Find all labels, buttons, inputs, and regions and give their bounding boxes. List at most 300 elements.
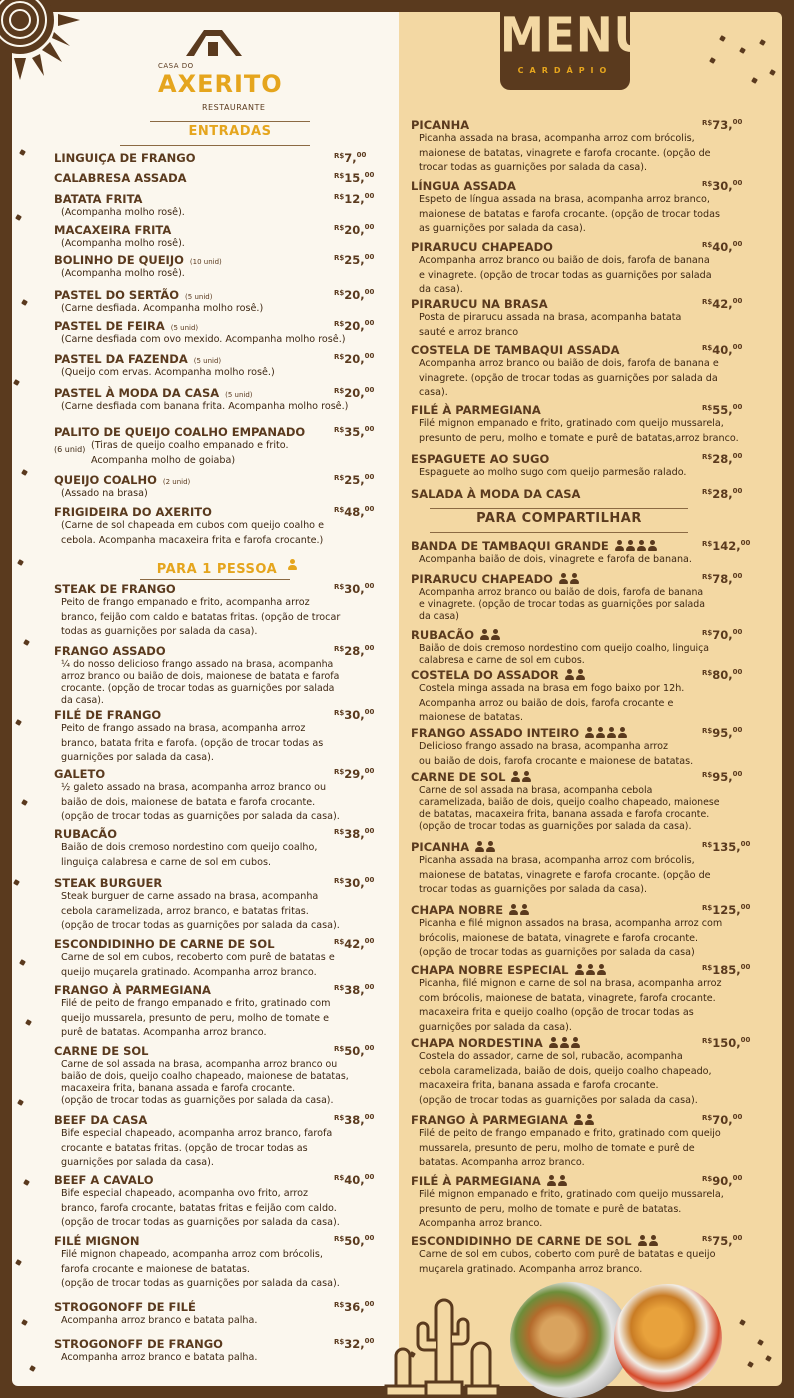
item-description-line: Filé de peito de frango empanado e frito, gratinado com queijo <box>419 1128 721 1139</box>
item-name <box>54 1337 223 1351</box>
serves-people-icon <box>480 629 502 643</box>
serves-people-icon <box>475 841 497 855</box>
price-value: 15, <box>344 171 365 185</box>
item-name <box>411 572 581 587</box>
item-price <box>702 1174 742 1188</box>
item-description <box>419 132 779 176</box>
person-icon <box>585 727 594 738</box>
price-value: 55, <box>712 403 733 417</box>
item-description-line: (Carne de sol chapeada em cubos com queijo coalho e <box>61 520 324 531</box>
item-price <box>702 343 742 357</box>
item-name <box>54 876 162 890</box>
item-price <box>334 1173 374 1187</box>
item-name <box>411 668 587 683</box>
item-description-line: baião de dois, queijo coalho chapeado, maionese de batatas, <box>61 1071 349 1082</box>
item-description <box>61 841 391 870</box>
price-cents: 00 <box>356 151 367 159</box>
price-cents: 00 <box>364 319 375 327</box>
currency-label: R$ <box>334 172 345 180</box>
item-price <box>334 983 374 997</box>
item-quantity: (10 unid) <box>189 258 222 266</box>
bolinho-photo <box>614 1284 722 1392</box>
item-description-line: da casa). <box>61 695 104 706</box>
person-icon <box>596 727 605 738</box>
price-cents: 00 <box>364 937 375 945</box>
price-cents: 00 <box>364 253 375 261</box>
price-value: 73, <box>712 118 733 132</box>
item-description-line: Posta de pirarucu assada na brasa, acompanha batata <box>419 312 682 323</box>
menu-banner <box>500 2 651 90</box>
currency-label: R$ <box>334 1338 345 1346</box>
item-description-line: Espaguete ao molho sugo com queijo parmesão ralado. <box>419 467 687 478</box>
item-description-line: Steak burguer de carne assado na brasa, acompanha <box>61 891 319 902</box>
price-value: 20, <box>344 288 365 302</box>
item-name-text: COSTELA DE TAMBAQUI ASSADA <box>411 343 620 357</box>
item-description <box>61 890 391 934</box>
item-price <box>334 288 374 302</box>
price-cents: 00 <box>740 539 751 547</box>
item-name <box>411 903 531 918</box>
item-name <box>411 240 553 254</box>
item-name <box>54 151 196 165</box>
item-description-line: Filé mignon chapeado, acompanha arroz com brócolis, <box>61 1249 323 1260</box>
item-description-line: Baião de dois cremoso nordestino com queijo coalho, linguiça <box>419 643 710 654</box>
item-description <box>419 1127 779 1171</box>
item-name-text: COSTELA DO ASSADOR <box>411 668 559 682</box>
item-description-line: Costela do assador, carne de sol, rubacão, acompanha <box>419 1051 683 1062</box>
section-title-text: PARA 1 PESSOA <box>156 562 278 577</box>
item-description-line: crocante. (opção de trocar todas as guarnições por salada <box>61 683 335 694</box>
currency-label: R$ <box>702 964 713 972</box>
item-price <box>334 386 374 400</box>
price-value: 50, <box>344 1234 365 1248</box>
item-description <box>61 1127 391 1171</box>
item-description <box>419 740 779 769</box>
price-cents: 00 <box>364 1300 375 1308</box>
item-description <box>61 302 391 317</box>
price-cents: 00 <box>732 297 743 305</box>
item-description <box>61 1351 391 1366</box>
price-cents: 00 <box>364 1113 375 1121</box>
price-value: 30, <box>344 582 365 596</box>
item-description-line: baião de dois, maionese de batata e farofa crocante. <box>61 796 316 808</box>
item-name <box>411 770 533 785</box>
price-value: 30, <box>344 708 365 722</box>
serves-people-icon <box>509 904 531 918</box>
section-title-entradas: ENTRADAS <box>188 124 272 139</box>
item-description-line: ½ galeto assado na brasa, acompanha arroz branco ou <box>61 782 327 793</box>
currency-label: R$ <box>702 1235 713 1243</box>
item-name-text: PIRARUCU CHAPEADO <box>411 572 553 586</box>
item-description-line: (Carne desfiada. Acompanha molho rosê.) <box>61 303 264 314</box>
currency-label: R$ <box>334 320 345 328</box>
item-name <box>411 539 659 554</box>
price-value: 25, <box>344 253 365 267</box>
item-description-line: com brócolis, maionese de batata, vinagrete, farofa crocante. <box>419 992 716 1004</box>
item-description-line: Costela minga assada na brasa em fogo baixo por 12h. <box>419 683 685 694</box>
item-description-line: macaxeira frita, banana assada e farofa crocante. <box>419 1080 659 1092</box>
item-description <box>91 439 391 468</box>
price-value: 36, <box>344 1300 365 1314</box>
item-description-line: Filé mignon empanado e frito, gratinado com queijo mussarela, <box>419 418 724 429</box>
item-description-line: farofa crocante e maionese de batatas. <box>61 1263 250 1275</box>
item-name <box>54 352 221 366</box>
item-description-line: Acompanha baião de dois, vinagrete e farofa de banana. <box>419 554 692 565</box>
item-name-text: CHAPA NOBRE <box>411 903 504 917</box>
item-description <box>419 417 779 446</box>
item-description-line: (opção de trocar todas as guarnições por salada da casa). <box>419 1095 698 1107</box>
item-price <box>334 171 374 185</box>
divider <box>140 579 290 580</box>
item-name-text: FRANGO ASSADO <box>54 644 166 658</box>
item-description <box>419 1188 779 1232</box>
item-name-text: FILÉ DE FRANGO <box>54 708 162 722</box>
price-value: 28, <box>344 644 365 658</box>
item-description-line: macaxeira frita, banana assada e farofa crocante. <box>61 1083 296 1094</box>
item-description <box>419 854 779 898</box>
item-price <box>334 192 374 206</box>
currency-label: R$ <box>334 254 345 262</box>
price-cents: 00 <box>364 1044 375 1052</box>
price-value: 75, <box>712 1234 733 1248</box>
serves-people-icon <box>549 1037 582 1051</box>
item-description-line: guarnições por salada da casa). <box>61 1157 214 1169</box>
item-description-line: casa). <box>419 387 448 399</box>
currency-label: R$ <box>334 768 345 776</box>
item-description <box>61 997 391 1041</box>
price-cents: 00 <box>364 983 375 991</box>
price-cents: 00 <box>732 726 743 734</box>
item-name-text: PASTEL À MODA DA CASA <box>54 386 220 400</box>
price-value: 150, <box>712 1036 741 1050</box>
item-name <box>54 473 190 487</box>
item-description-line: da casa) <box>419 611 459 622</box>
item-description-line: queijo mussarela, presunto de peru, molho de tomate e <box>61 1012 330 1024</box>
item-description <box>419 977 779 1036</box>
cactus-icon <box>382 1290 502 1398</box>
person-icon <box>565 669 574 680</box>
price-cents: 00 <box>732 1174 743 1182</box>
item-name <box>54 253 222 267</box>
item-name-text: PICANHA <box>411 840 470 854</box>
person-icon <box>597 964 606 975</box>
item-description-line: Acompanha arroz ou baião de dois, farofa crocante e <box>419 697 674 709</box>
item-description <box>419 357 779 401</box>
item-price <box>334 1337 374 1351</box>
item-description-line: ¼ do nosso delicioso frango assado na brasa, acompanha <box>61 659 334 670</box>
price-cents: 00 <box>364 352 375 360</box>
item-description-line: todas as guarnições por salada da casa). <box>61 626 258 638</box>
item-price <box>334 876 374 890</box>
item-name-text: FRIGIDEIRA DO AXERITO <box>54 505 212 519</box>
item-name <box>54 192 142 206</box>
currency-label: R$ <box>334 353 345 361</box>
item-name <box>54 1113 147 1127</box>
item-name <box>54 505 212 519</box>
price-value: 32, <box>344 1337 365 1351</box>
item-name <box>54 582 176 596</box>
item-description-line: cebola caramelizada, arroz branco, e batatas fritas. <box>61 905 309 917</box>
item-quantity: (5 unid) <box>225 391 253 399</box>
item-name <box>411 452 549 466</box>
person-icon <box>607 727 616 738</box>
item-description-line: caramelizada, baião de dois, queijo coalho chapeado, maionese <box>419 797 720 808</box>
currency-label: R$ <box>334 709 345 717</box>
brand-small-text: CASA DO <box>158 62 194 70</box>
item-description-line: crocante e batatas fritas. (opção de trocar todas as <box>61 1142 308 1154</box>
person-icon <box>509 904 518 915</box>
person-icon <box>618 727 627 738</box>
price-value: 142, <box>712 539 741 553</box>
person-icon <box>547 1175 556 1186</box>
price-value: 185, <box>712 963 741 977</box>
price-cents: 00 <box>364 767 375 775</box>
item-quantity: (2 unid) <box>162 478 191 486</box>
item-description <box>419 643 779 667</box>
person-icon <box>511 771 520 782</box>
item-name-text: PICANHA <box>411 118 470 132</box>
menu-title: MENU <box>500 7 651 64</box>
price-value: 40, <box>344 1173 365 1187</box>
item-description-line: brócolis, maionese de batata, vinagrete e farofa crocante. <box>419 932 699 944</box>
currency-label: R$ <box>334 152 345 160</box>
currency-label: R$ <box>334 1301 345 1309</box>
item-description-line: guarnições por salada da casa). <box>61 752 214 764</box>
item-description-line: Acompanha molho de goiaba) <box>91 454 236 466</box>
item-price <box>702 726 742 740</box>
item-description-line: macaxeira frita e queijo coalho (opção de trocar todas as <box>419 1007 694 1019</box>
price-cents: 00 <box>364 1337 375 1345</box>
item-description-line: batatas. Acompanha arroz branco. <box>419 1157 585 1169</box>
price-value: 40, <box>712 240 733 254</box>
item-description-line: Baião de dois cremoso nordestino com queijo coalho, <box>61 842 318 853</box>
item-description-line: Carne de sol em cubos, recoberto com purê de batatas e <box>61 952 335 963</box>
item-description <box>61 333 391 348</box>
price-cents: 00 <box>732 1113 743 1121</box>
price-value: 28, <box>712 452 733 466</box>
item-name <box>54 425 305 439</box>
item-description-line: Bife especial chapeado, acompanha ovo frito, arroz <box>61 1188 309 1199</box>
price-value: 95, <box>712 770 733 784</box>
item-name <box>411 118 469 132</box>
item-description-line: Acompanha arroz branco ou baião de dois, farofa de banana e <box>419 358 719 369</box>
item-name-text: LINGUIÇA DE FRANGO <box>54 151 196 165</box>
item-description-line: de batatas, macaxeira frita, banana assada e farofa crocante. <box>419 809 710 820</box>
price-value: 42, <box>712 297 733 311</box>
item-name-text: PASTEL DA FAZENDA <box>54 352 188 366</box>
item-price <box>334 1300 374 1314</box>
item-price <box>334 352 374 366</box>
item-name <box>411 628 502 643</box>
price-value: 42, <box>344 937 365 951</box>
section-title-para-1-pessoa <box>120 559 340 578</box>
person-icon <box>486 841 495 852</box>
item-name <box>54 937 275 951</box>
serves-people-icon <box>511 771 533 785</box>
price-value: 38, <box>344 983 365 997</box>
item-description <box>419 1248 779 1277</box>
item-description <box>419 785 779 833</box>
item-price <box>334 1044 374 1058</box>
person-icon <box>649 1235 658 1246</box>
item-description-line: Acompanha arroz branco. <box>419 1218 543 1230</box>
item-name <box>411 343 620 357</box>
item-description <box>61 722 391 766</box>
item-price <box>334 582 374 596</box>
person-icon <box>549 1037 558 1048</box>
item-price <box>334 473 374 487</box>
item-price <box>334 505 374 519</box>
item-description-line: Picanha assada na brasa, acompanha arroz com brócolis, <box>419 855 695 866</box>
item-name <box>54 288 212 302</box>
item-quantity: (6 unid) <box>54 445 86 454</box>
person-icon <box>558 1175 567 1186</box>
item-name <box>411 1113 596 1128</box>
currency-label: R$ <box>702 904 713 912</box>
item-price <box>702 297 742 311</box>
item-description <box>61 237 391 252</box>
item-name-text: FRANGO À PARMEGIANA <box>54 983 211 997</box>
item-name-text: ESCONDIDINHO DE CARNE DE SOL <box>54 937 275 951</box>
item-price <box>702 1113 742 1127</box>
item-name-text: CHAPA NOBRE ESPECIAL <box>411 963 569 977</box>
item-name-text: STEAK BURGUER <box>54 876 163 890</box>
price-cents: 00 <box>732 118 743 126</box>
currency-label: R$ <box>334 387 345 395</box>
item-name <box>411 179 516 193</box>
price-value: 95, <box>712 726 733 740</box>
currency-label: R$ <box>702 771 713 779</box>
item-name-text: BOLINHO DE QUEIJO <box>54 253 184 267</box>
item-description <box>61 596 391 640</box>
person-icon <box>586 964 595 975</box>
item-name-text: CALABRESA ASSADA <box>54 171 187 185</box>
item-description-line: e vinagrete. (opção de trocar todas as guarnições por salada <box>419 269 712 281</box>
person-icon <box>522 771 531 782</box>
item-quantity: (5 unid) <box>193 357 222 365</box>
item-description-line: branco, farofa crocante, batatas fritas e feijão com caldo. <box>61 1202 337 1214</box>
price-value: 78, <box>712 572 733 586</box>
item-name <box>54 1234 140 1248</box>
item-price <box>702 1234 742 1248</box>
price-cents: 00 <box>364 827 375 835</box>
item-price <box>702 452 742 466</box>
price-cents: 00 <box>732 343 743 351</box>
item-name-text: BATATA FRITA <box>54 192 143 206</box>
price-cents: 00 <box>732 572 743 580</box>
item-description-line: calabresa e carne de sol em cubos. <box>419 655 585 666</box>
item-price <box>334 319 374 333</box>
serves-people-icon <box>547 1175 569 1189</box>
item-description <box>61 519 391 548</box>
price-cents: 00 <box>364 1234 375 1242</box>
price-cents: 00 <box>732 452 743 460</box>
item-description-line: Acompanha arroz branco e batata palha. <box>61 1352 258 1363</box>
item-name <box>411 403 541 417</box>
item-description <box>61 1059 391 1107</box>
person-icon <box>491 629 500 640</box>
item-price <box>334 151 366 165</box>
item-name-text: STROGONOFF DE FILÉ <box>54 1300 196 1314</box>
item-name-text: FILÉ À PARMEGIANA <box>411 403 541 417</box>
price-value: 12, <box>344 192 365 206</box>
item-name <box>54 1044 148 1058</box>
item-description-line: as guarnições por salada da casa). <box>419 223 586 235</box>
item-description <box>419 587 779 623</box>
item-name-text: MACAXEIRA FRITA <box>54 223 172 237</box>
price-cents: 00 <box>364 876 375 884</box>
item-price <box>334 1234 374 1248</box>
item-description-line: (opção de trocar todas as guarnições por salada da casa). <box>419 821 692 832</box>
sun-decoration-icon <box>0 0 80 80</box>
price-cents: 00 <box>364 708 375 716</box>
serves-people-icon <box>574 1114 596 1128</box>
item-description-line: maionese de batatas. <box>419 712 524 724</box>
item-name-text: RUBACÃO <box>54 827 117 841</box>
item-price <box>702 572 742 586</box>
item-name-text: PIRARUCU NA BRASA <box>411 297 548 311</box>
currency-label: R$ <box>702 344 713 352</box>
item-description-line: queijo muçarela gratinado. Acompanha arroz branco. <box>61 966 317 978</box>
currency-label: R$ <box>334 828 345 836</box>
item-description-line: (opção de trocar todas as guarnições por salada da casa). <box>61 1217 340 1229</box>
item-price <box>702 179 742 193</box>
person-icon <box>475 841 484 852</box>
item-name <box>54 767 105 781</box>
item-price <box>702 487 742 501</box>
item-name-text: BANDA DE TAMBAQUI GRANDE <box>411 539 609 553</box>
item-name-text: QUEIJO COALHO <box>54 473 157 487</box>
item-price <box>334 827 374 841</box>
item-price <box>702 840 750 854</box>
person-icon <box>637 540 646 551</box>
item-name-text: ESCONDIDINHO DE CARNE DE SOL <box>411 1234 632 1248</box>
currency-label: R$ <box>702 180 713 188</box>
currency-label: R$ <box>702 573 713 581</box>
item-description-line: (opção de trocar todas as guarnições por salada da casa). <box>61 1278 340 1290</box>
currency-label: R$ <box>334 506 345 514</box>
serves-people-icon <box>565 669 587 683</box>
menu-subtitle: CARDÁPIO <box>517 66 613 75</box>
item-price <box>702 668 742 682</box>
item-description-line: Peito de frango assado na brasa, acompanha arroz <box>61 723 306 734</box>
item-description-line: (Assado na brasa) <box>61 488 148 499</box>
item-description-line: Espeto de língua assada na brasa, acompanha arroz branco, <box>419 194 710 205</box>
item-price <box>334 767 374 781</box>
item-description-line: branco, batata frita e farofa. (opção de trocar todas as <box>61 737 324 749</box>
price-cents: 00 <box>364 505 375 513</box>
price-cents: 00 <box>732 487 743 495</box>
item-description-line: arroz branco ou baião de dois, maionese de batata e farofa <box>61 671 340 682</box>
item-description <box>61 1314 391 1329</box>
item-name-text: LÍNGUA ASSADA <box>411 179 516 193</box>
currency-label: R$ <box>334 1114 345 1122</box>
price-cents: 00 <box>364 425 375 433</box>
item-description <box>61 206 391 221</box>
price-cents: 00 <box>732 770 743 778</box>
item-price <box>702 1036 750 1050</box>
item-description <box>61 781 391 825</box>
price-value: 30, <box>344 876 365 890</box>
divider <box>430 508 688 509</box>
item-quantity: (5 unid) <box>170 324 199 332</box>
item-name-text: PIRARUCU CHAPEADO <box>411 240 553 254</box>
item-price <box>334 425 374 439</box>
item-description <box>61 951 391 980</box>
item-name-text: RUBACÃO <box>411 628 474 642</box>
item-description-line: (opção de trocar todas as guarnições por salada da casa). <box>61 811 340 823</box>
price-cents: 00 <box>364 223 375 231</box>
